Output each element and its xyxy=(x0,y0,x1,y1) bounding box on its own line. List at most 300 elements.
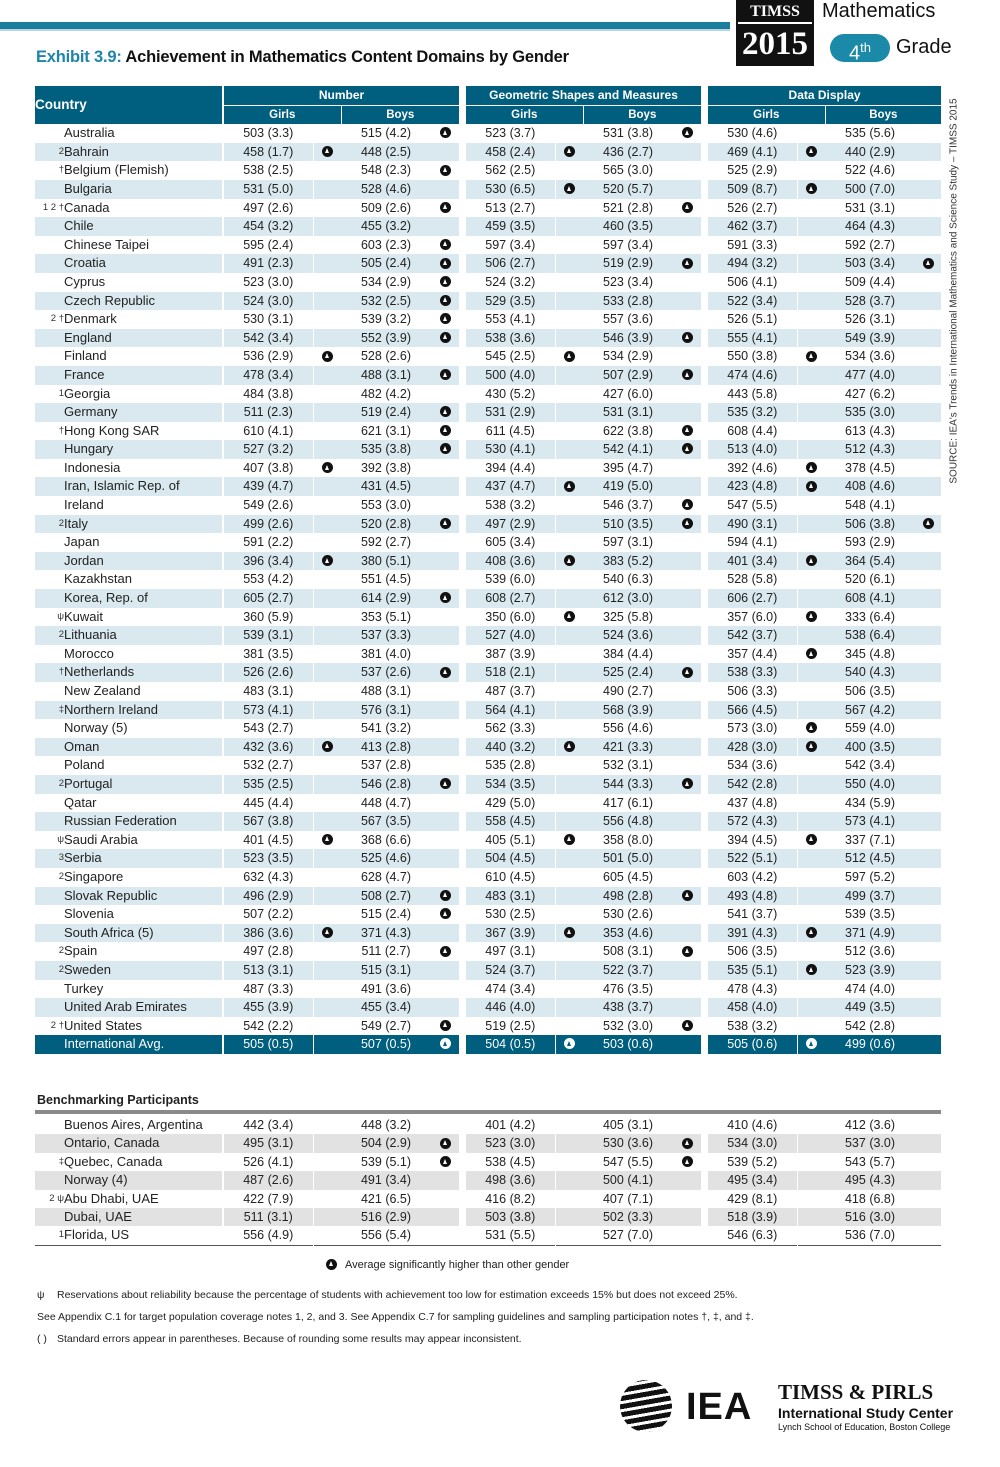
score-cell: 458 (2.4) xyxy=(466,143,555,162)
score-cell: 405 (3.1) xyxy=(602,1118,654,1132)
significance-cell xyxy=(313,924,341,943)
table-row xyxy=(35,217,941,236)
row-notes xyxy=(35,533,64,552)
score-cell: 367 (3.9) xyxy=(466,924,555,943)
significance-icon xyxy=(806,183,817,194)
score-cell: 573 (4.1) xyxy=(224,701,313,720)
significance-icon xyxy=(682,1138,693,1149)
domain-header-number: Number xyxy=(224,86,459,105)
score-cell: 378 (4.5) xyxy=(845,460,896,475)
significance-icon xyxy=(806,611,817,622)
score-cell: 439 (4.7) xyxy=(224,477,313,496)
score-cell: 405 (5.1) xyxy=(466,831,555,850)
significance-icon xyxy=(806,481,817,492)
significance-cell xyxy=(555,1035,583,1054)
country-name: Ireland xyxy=(64,497,104,513)
significance-cell xyxy=(313,552,341,571)
score-cell: 520 (2.8) xyxy=(341,515,431,534)
country-name: Turkey xyxy=(64,980,104,996)
country-name: Germany xyxy=(64,403,222,422)
significance-cell xyxy=(915,794,941,813)
significance-icon xyxy=(440,425,451,436)
score-cell: 535 (2.8) xyxy=(466,756,555,775)
significance-icon xyxy=(806,741,817,752)
score-cell: 358 (8.0) xyxy=(603,832,654,847)
significance-icon xyxy=(806,722,817,733)
significance-cell xyxy=(797,775,825,794)
significance-cell xyxy=(915,1035,941,1054)
significance-icon xyxy=(440,313,451,324)
significance-icon xyxy=(564,351,575,362)
significance-cell xyxy=(797,124,825,143)
significance-cell xyxy=(431,236,459,255)
score-cell: 512 (4.5) xyxy=(825,849,915,868)
table-row xyxy=(35,180,941,199)
score-cell: 350 (6.0) xyxy=(466,608,555,627)
score-cell: 353 (4.6) xyxy=(583,924,673,943)
significance-cell xyxy=(555,124,583,143)
table-row xyxy=(35,608,941,627)
score-cell: 512 (4.3) xyxy=(825,440,915,459)
score-cell: 505 (0.6) xyxy=(708,1035,797,1054)
country-name: Norway (4) xyxy=(64,1171,222,1189)
grade-suffix: th xyxy=(860,40,871,55)
significance-icon xyxy=(564,1038,575,1049)
significance-cell xyxy=(313,849,341,868)
score-cell: 605 (3.4) xyxy=(466,533,555,552)
significance-cell xyxy=(313,1190,341,1208)
score-cell: 528 (2.6) xyxy=(360,349,412,364)
score-cell: 506 (3.3) xyxy=(708,682,797,701)
significance-cell xyxy=(915,645,941,664)
significance-cell xyxy=(673,217,701,236)
table-row xyxy=(35,477,941,496)
exhibit-title-text: Achievement in Mathematics Content Domains by Gender xyxy=(121,48,569,66)
significance-icon xyxy=(806,927,817,938)
significance-cell xyxy=(915,1116,941,1134)
score-cell: 500 (4.0) xyxy=(466,366,555,385)
significance-cell xyxy=(313,942,341,961)
significance-cell xyxy=(797,459,825,478)
significance-cell xyxy=(431,1017,459,1036)
score-cell: 429 (5.0) xyxy=(466,794,555,813)
score-cell: 538 (3.2) xyxy=(708,1017,797,1036)
score-cell: 458 (1.7) xyxy=(224,143,313,162)
score-cell: 547 (5.5) xyxy=(602,1154,654,1169)
significance-cell xyxy=(555,887,583,906)
study-center-name: International Study Center xyxy=(778,1405,954,1421)
significance-cell xyxy=(673,905,701,924)
significance-cell xyxy=(915,608,941,627)
table-row xyxy=(35,626,941,645)
score-cell: 535 (5.1) xyxy=(708,961,797,980)
country-name: Canada xyxy=(64,199,110,215)
score-cell: 531 (2.9) xyxy=(466,403,555,422)
significance-icon xyxy=(326,1259,337,1270)
significance-cell xyxy=(431,124,459,143)
country-name: Portugal xyxy=(64,775,222,794)
row-notes xyxy=(35,292,64,311)
significance-cell xyxy=(797,422,825,441)
footnote-standard-errors xyxy=(37,1333,522,1345)
significance-cell xyxy=(915,849,941,868)
score-cell: 371 (4.3) xyxy=(341,924,431,943)
row-notes xyxy=(35,1208,64,1226)
table-row xyxy=(35,719,941,738)
significance-cell xyxy=(431,273,459,292)
country-name: Abu Dhabi, UAE xyxy=(64,1190,159,1206)
score-cell: 608 (4.1) xyxy=(825,589,915,608)
score-cell: 490 (3.1) xyxy=(708,515,797,534)
score-cell: 401 (3.4) xyxy=(708,552,797,571)
significance-cell xyxy=(431,199,459,218)
score-cell: 528 (4.6) xyxy=(341,180,431,199)
score-cell: 546 (3.9) xyxy=(583,329,673,348)
significance-cell xyxy=(673,719,701,738)
country-name: Northern Ireland xyxy=(64,701,222,720)
subject-label: Mathematics xyxy=(822,0,936,22)
significance-cell xyxy=(313,589,341,608)
significance-icon xyxy=(322,146,333,157)
row-notes xyxy=(35,496,64,515)
country-name: Serbia xyxy=(64,849,222,868)
significance-cell xyxy=(555,385,583,404)
significance-cell xyxy=(555,775,583,794)
score-cell: 534 (2.9) xyxy=(603,349,654,364)
score-cell: 562 (3.3) xyxy=(466,719,555,738)
score-cell: 524 (3.7) xyxy=(466,961,555,980)
score-cell: 538 (3.3) xyxy=(708,663,797,682)
significance-cell xyxy=(555,589,583,608)
significance-cell xyxy=(555,719,583,738)
table-row xyxy=(35,310,941,329)
significance-cell xyxy=(431,292,459,311)
score-cell: 523 (3.9) xyxy=(825,961,915,980)
significance-cell xyxy=(915,440,941,459)
significance-cell xyxy=(915,868,941,887)
score-cell: 483 (3.1) xyxy=(224,682,313,701)
score-cell: 496 (2.9) xyxy=(224,887,313,906)
score-cell: 539 (3.5) xyxy=(845,907,896,922)
score-cell: 357 (6.0) xyxy=(708,608,797,627)
score-cell: 553 (4.1) xyxy=(466,310,555,329)
significance-icon xyxy=(440,518,451,529)
significance-cell xyxy=(797,589,825,608)
score-cell: 449 (3.5) xyxy=(825,998,915,1017)
significance-cell xyxy=(431,887,459,906)
score-cell: 546 (3.7) xyxy=(603,498,654,513)
country-name: Russian Federation xyxy=(64,812,222,831)
score-cell: 531 (3.8) xyxy=(603,126,654,141)
country-name: Czech Republic xyxy=(64,292,222,311)
row-notes xyxy=(35,403,64,422)
significance-cell xyxy=(915,626,941,645)
significance-cell xyxy=(797,199,825,218)
significance-cell xyxy=(673,329,701,348)
significance-cell xyxy=(797,868,825,887)
significance-cell xyxy=(673,942,701,961)
significance-cell xyxy=(915,1153,941,1171)
table-row xyxy=(35,980,941,999)
score-cell: 325 (5.8) xyxy=(603,609,654,624)
significance-cell xyxy=(313,292,341,311)
score-cell: 422 (7.9) xyxy=(224,1190,313,1208)
score-cell: 506 (3.8) xyxy=(825,515,915,534)
row-notes xyxy=(35,756,64,775)
score-cell: 611 (4.5) xyxy=(466,422,555,441)
score-cell: 521 (2.8) xyxy=(603,200,654,215)
score-cell: 549 (2.6) xyxy=(224,496,313,515)
score-cell: 572 (4.3) xyxy=(708,812,797,831)
girls-header: Girls xyxy=(466,105,583,124)
score-cell: 532 (3.0) xyxy=(603,1018,654,1033)
score-cell: 387 (3.9) xyxy=(466,645,555,664)
score-cell: 567 (3.8) xyxy=(224,812,313,831)
score-cell: 505 (2.4) xyxy=(341,254,431,273)
row-notes xyxy=(35,347,64,366)
score-cell: 535 (2.5) xyxy=(224,775,313,794)
significance-cell xyxy=(673,515,701,534)
significance-cell xyxy=(313,1116,341,1134)
significance-cell xyxy=(431,924,459,943)
significance-cell xyxy=(313,385,341,404)
significance-cell xyxy=(555,366,583,385)
score-cell: 498 (2.8) xyxy=(583,887,673,906)
score-cell: 591 (2.2) xyxy=(224,533,313,552)
score-cell: 524 (3.0) xyxy=(224,292,313,311)
score-cell: 528 (3.7) xyxy=(825,292,915,311)
score-cell: 410 (4.6) xyxy=(708,1116,797,1134)
score-cell: 490 (2.7) xyxy=(603,684,654,698)
score-cell: 555 (4.1) xyxy=(708,329,797,348)
score-cell: 478 (3.4) xyxy=(224,366,313,385)
significance-cell xyxy=(915,1208,941,1226)
table-row xyxy=(35,347,941,366)
significance-icon xyxy=(440,908,451,919)
score-cell: 567 (4.2) xyxy=(825,701,915,720)
significance-cell xyxy=(797,701,825,720)
significance-cell xyxy=(555,161,583,180)
significance-icon xyxy=(440,946,451,957)
country-name: Kuwait xyxy=(64,608,104,624)
significance-cell xyxy=(673,1134,701,1152)
score-cell: 515 (3.1) xyxy=(341,961,431,980)
table-row xyxy=(35,1171,941,1189)
table-row xyxy=(35,1190,941,1208)
score-cell: 497 (3.1) xyxy=(466,942,555,961)
significance-cell xyxy=(313,626,341,645)
score-cell: 498 (3.6) xyxy=(466,1171,555,1189)
significance-cell xyxy=(555,1208,583,1226)
score-cell: 462 (3.7) xyxy=(708,217,797,236)
score-cell: 553 (3.0) xyxy=(360,498,412,513)
score-cell: 621 (3.1) xyxy=(360,423,412,438)
significance-cell xyxy=(915,217,941,236)
score-cell: 357 (4.4) xyxy=(708,645,797,664)
row-notes xyxy=(35,645,64,664)
significance-cell xyxy=(797,663,825,682)
table-row xyxy=(35,124,941,143)
significance-cell xyxy=(797,385,825,404)
table-row xyxy=(35,143,941,162)
achievement-table xyxy=(35,86,941,1054)
significance-cell xyxy=(797,440,825,459)
score-cell: 520 (6.1) xyxy=(845,572,896,587)
score-cell: 628 (4.7) xyxy=(360,869,412,884)
score-cell: 530 (4.6) xyxy=(708,124,797,143)
significance-icon xyxy=(440,276,451,287)
significance-cell xyxy=(915,273,941,292)
significance-cell xyxy=(915,236,941,255)
table-row xyxy=(35,887,941,906)
significance-cell xyxy=(555,533,583,552)
table-row xyxy=(35,459,941,478)
score-cell: 392 (3.8) xyxy=(360,460,412,475)
significance-cell xyxy=(915,1226,941,1245)
score-cell: 556 (4.8) xyxy=(583,812,673,831)
significance-cell xyxy=(555,459,583,478)
score-cell: 423 (4.8) xyxy=(708,477,797,496)
row-notes xyxy=(35,329,64,348)
score-cell: 531 (3.1) xyxy=(845,200,896,215)
row-notes: 1 xyxy=(58,387,64,399)
significance-cell xyxy=(313,533,341,552)
score-cell: 432 (3.6) xyxy=(224,738,313,757)
significance-cell xyxy=(431,1153,459,1171)
significance-cell xyxy=(313,199,341,218)
significance-cell xyxy=(915,180,941,199)
score-cell: 530 (2.5) xyxy=(466,905,555,924)
score-cell: 509 (4.4) xyxy=(845,274,896,289)
country-name: Chinese Taipei xyxy=(64,236,150,252)
significance-cell xyxy=(915,961,941,980)
significance-icon xyxy=(682,127,693,138)
significance-icon xyxy=(322,351,333,362)
score-cell: 542 (3.4) xyxy=(224,329,313,348)
table-row xyxy=(35,570,941,589)
score-cell: 592 (2.7) xyxy=(360,535,412,550)
significance-cell xyxy=(797,217,825,236)
score-cell: 459 (3.5) xyxy=(466,217,555,236)
score-cell: 442 (3.4) xyxy=(224,1116,313,1134)
significance-cell xyxy=(797,812,825,831)
significance-icon xyxy=(440,295,451,306)
score-cell: 538 (6.4) xyxy=(825,626,915,645)
significance-cell xyxy=(673,961,701,980)
significance-icon xyxy=(682,1020,693,1031)
score-cell: 559 (4.0) xyxy=(845,721,896,736)
significance-cell xyxy=(915,1190,941,1208)
score-cell: 592 (2.7) xyxy=(845,237,896,252)
score-cell: 502 (3.3) xyxy=(583,1208,673,1226)
timss-logo xyxy=(736,0,814,66)
table-row xyxy=(35,533,941,552)
significance-cell xyxy=(673,1226,701,1245)
significance-cell xyxy=(673,1208,701,1226)
score-cell: 532 (2.5) xyxy=(341,292,431,311)
significance-cell xyxy=(797,1035,825,1054)
score-cell: 540 (6.3) xyxy=(603,572,654,587)
row-notes xyxy=(35,794,64,813)
row-notes xyxy=(35,812,64,831)
score-cell: 536 (7.0) xyxy=(844,1228,896,1243)
significance-icon xyxy=(440,202,451,213)
significance-cell xyxy=(313,477,341,496)
score-cell: 511 (2.7) xyxy=(361,944,411,959)
significance-cell xyxy=(673,831,701,850)
significance-cell xyxy=(555,292,583,311)
significance-cell xyxy=(797,254,825,273)
row-notes xyxy=(35,998,64,1017)
score-cell: 360 (5.9) xyxy=(224,608,313,627)
significance-cell xyxy=(431,1116,459,1134)
significance-cell xyxy=(915,347,941,366)
score-cell: 608 (2.7) xyxy=(466,589,555,608)
significance-cell xyxy=(915,459,941,478)
exhibit-number: Exhibit 3.9: xyxy=(36,48,122,66)
significance-cell xyxy=(313,756,341,775)
significance-cell xyxy=(797,161,825,180)
score-cell: 541 (3.7) xyxy=(708,905,797,924)
score-cell: 519 (2.9) xyxy=(583,254,673,273)
significance-cell xyxy=(915,589,941,608)
significance-cell xyxy=(915,775,941,794)
domain-header-data-display: Data Display xyxy=(708,86,941,105)
significance-cell xyxy=(313,775,341,794)
row-notes xyxy=(35,459,64,478)
table-row xyxy=(35,403,941,422)
significance-cell xyxy=(797,1153,825,1171)
significance-cell xyxy=(555,347,583,366)
score-cell: 421 (6.5) xyxy=(360,1191,412,1206)
significance-icon xyxy=(806,146,817,157)
score-cell: 530 (3.1) xyxy=(224,310,313,329)
score-cell: 509 (2.6) xyxy=(360,200,412,215)
score-cell: 508 (2.7) xyxy=(341,887,431,906)
score-cell: 528 (5.8) xyxy=(708,570,797,589)
score-cell: 455 (3.2) xyxy=(341,217,431,236)
table-row xyxy=(35,682,941,701)
score-cell: 487 (3.3) xyxy=(224,980,313,999)
significance-cell xyxy=(431,440,459,459)
score-cell: 534 (3.5) xyxy=(466,775,555,794)
significance-cell xyxy=(313,1035,341,1054)
score-cell: 605 (2.7) xyxy=(224,589,313,608)
score-cell: 417 (6.1) xyxy=(603,795,654,810)
score-cell: 436 (2.7) xyxy=(583,143,673,162)
row-notes xyxy=(35,217,64,236)
score-cell: 538 (3.6) xyxy=(466,329,555,348)
score-cell: 548 (4.1) xyxy=(845,498,896,513)
score-cell: 567 (3.5) xyxy=(341,812,431,831)
significance-icon xyxy=(440,1038,451,1049)
score-cell: 487 (3.7) xyxy=(466,682,555,701)
footnote-text: Standard errors appear in parentheses. Because of rounding some results may appear inconsistent. xyxy=(57,1333,522,1345)
row-notes xyxy=(35,1116,64,1134)
significance-cell xyxy=(915,533,941,552)
score-cell: 539 (6.0) xyxy=(466,570,555,589)
score-cell: 499 (0.6) xyxy=(825,1035,915,1054)
score-cell: 506 (3.5) xyxy=(708,942,797,961)
significance-cell xyxy=(431,552,459,571)
score-cell: 491 (3.4) xyxy=(341,1171,431,1189)
score-cell: 507 (2.9) xyxy=(583,366,673,385)
country-name: Korea, Rep. of xyxy=(64,589,222,608)
significance-cell xyxy=(313,496,341,515)
significance-icon xyxy=(682,369,693,380)
score-cell: 542 (3.4) xyxy=(845,758,896,773)
score-cell: 547 (5.5) xyxy=(708,496,797,515)
